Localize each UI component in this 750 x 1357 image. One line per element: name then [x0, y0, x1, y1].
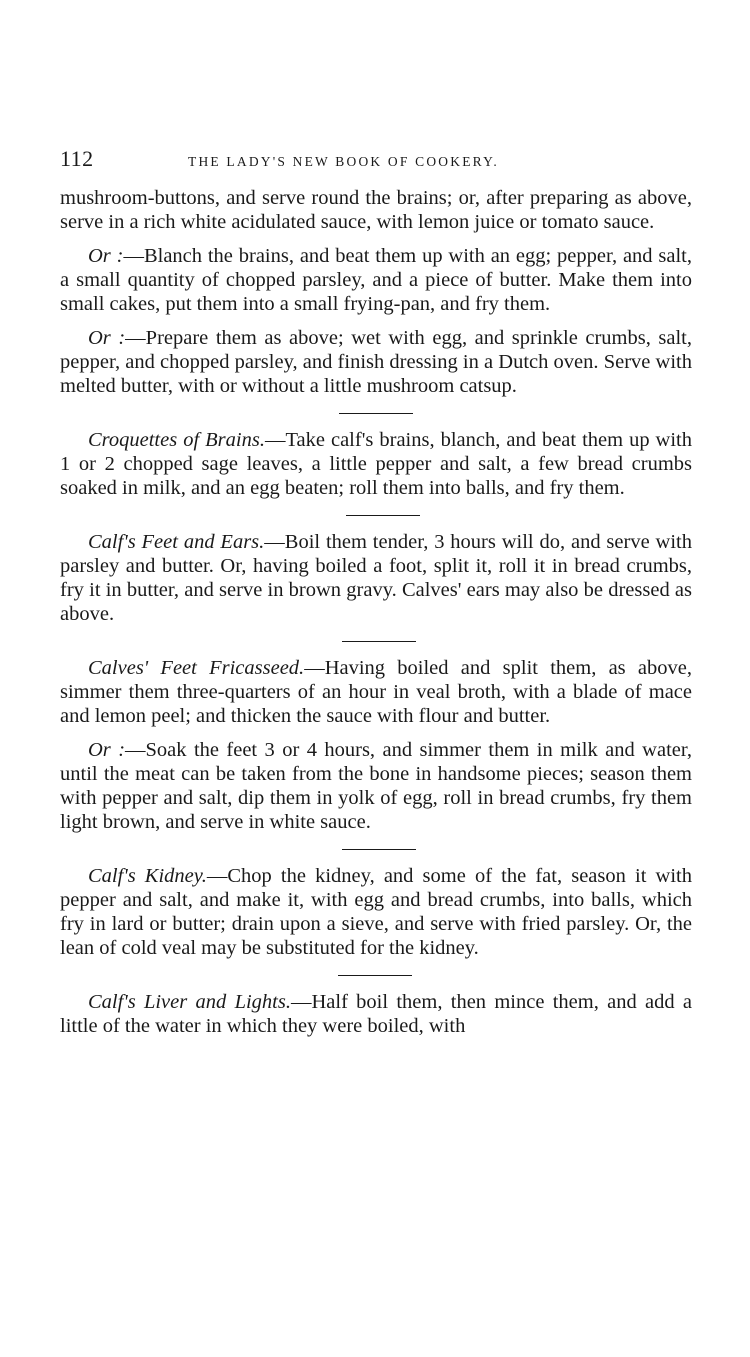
- recipe-text: —Half boil them, then mince them, and add a little of the water in which they were boiled, with: [60, 991, 693, 1037]
- recipe-calves-feet-fricasseed: [60, 656, 692, 728]
- book-page: [60, 146, 692, 1038]
- paragraph-text: —Prepare them as above; wet with egg, and sprinkle crumbs, salt, pepper, and chopped parsley, and finish dressing in a Dutch oven. Serve with melted butter, with or without a little mushroom catsup.: [60, 327, 693, 397]
- paragraph-heading: Or :: [88, 245, 124, 267]
- recipe-heading: Calf's Kidney.: [88, 865, 207, 887]
- section-divider: [339, 413, 413, 414]
- recipe-calfs-kidney: [60, 864, 692, 960]
- recipe-calfs-liver-and-lights: [60, 990, 692, 1038]
- recipe-croquettes-of-brains: [60, 428, 692, 500]
- paragraph-brains-dutch-oven: [60, 326, 692, 398]
- paragraph-brains-continued: [60, 186, 692, 234]
- running-head: [60, 146, 692, 176]
- recipe-text: —Chop the kidney, and some of the fat, season it with pepper and salt, and make it, with egg and bread crumbs, into balls, which fry in lard or butter; drain upon a sieve, and serve with fried parsley. Or, the lean of cold veal may be substituted for the kidney.: [60, 865, 692, 959]
- recipe-text: —Having boiled and split them, as above, simmer them three-quarters of an hour in veal broth, with a blade of mace and lemon peel; and thicken the sauce with flour and butter.: [60, 657, 692, 727]
- section-divider: [342, 641, 416, 642]
- section-divider: [346, 515, 420, 516]
- section-divider: [338, 975, 412, 976]
- recipe-calfs-feet-and-ears: [60, 530, 692, 626]
- book-title: THE LADY'S NEW BOOK OF COOKERY.: [188, 154, 499, 169]
- paragraph-text: —Soak the feet 3 or 4 hours, and simmer them in milk and water, until the meat can be taken from the bone in handsome pieces; season them with pepper and salt, dip them in yolk of egg, roll in bread crumbs, fry them light brown, and serve in white sauce.: [60, 739, 693, 833]
- page-number: 112: [60, 146, 94, 171]
- recipe-heading: Calf's Liver and Lights.: [88, 991, 291, 1013]
- paragraph-heading: Or :: [88, 739, 126, 761]
- paragraph-text: —Blanch the brains, and beat them up with an egg; pepper, and salt, a small quantity of chopped parsley, and a piece of butter. Make them into small cakes, put them into a small frying-pan, and fry them.: [60, 245, 692, 315]
- section-divider: [342, 849, 416, 850]
- recipe-text: —Boil them tender, 3 hours will do, and serve with parsley and butter. Or, having boiled a foot, split it, roll it in bread crumbs, fry it in butter, and serve in brown gravy. Calves' ears may also be dressed as above.: [60, 531, 692, 625]
- recipe-heading: Calf's Feet and Ears.: [88, 531, 265, 553]
- recipe-text: —Take calf's brains, blanch, and beat them up with 1 or 2 chopped sage leaves, a little pepper and salt, a few bread crumbs soaked in milk, and an egg beaten; roll them into balls, and fry them.: [60, 429, 693, 499]
- recipe-heading: Croquettes of Brains.: [88, 429, 265, 451]
- paragraph-text: mushroom-buttons, and serve round the brains; or, after preparing as above, serve in a rich white acidulated sauce, with lemon juice or tomato sauce.: [60, 187, 692, 233]
- paragraph-heading: Or :: [88, 327, 126, 349]
- recipe-heading: Calves' Feet Fricasseed.: [88, 657, 305, 679]
- paragraph-brains-cakes: [60, 244, 692, 316]
- paragraph-feet-in-milk: [60, 738, 692, 834]
